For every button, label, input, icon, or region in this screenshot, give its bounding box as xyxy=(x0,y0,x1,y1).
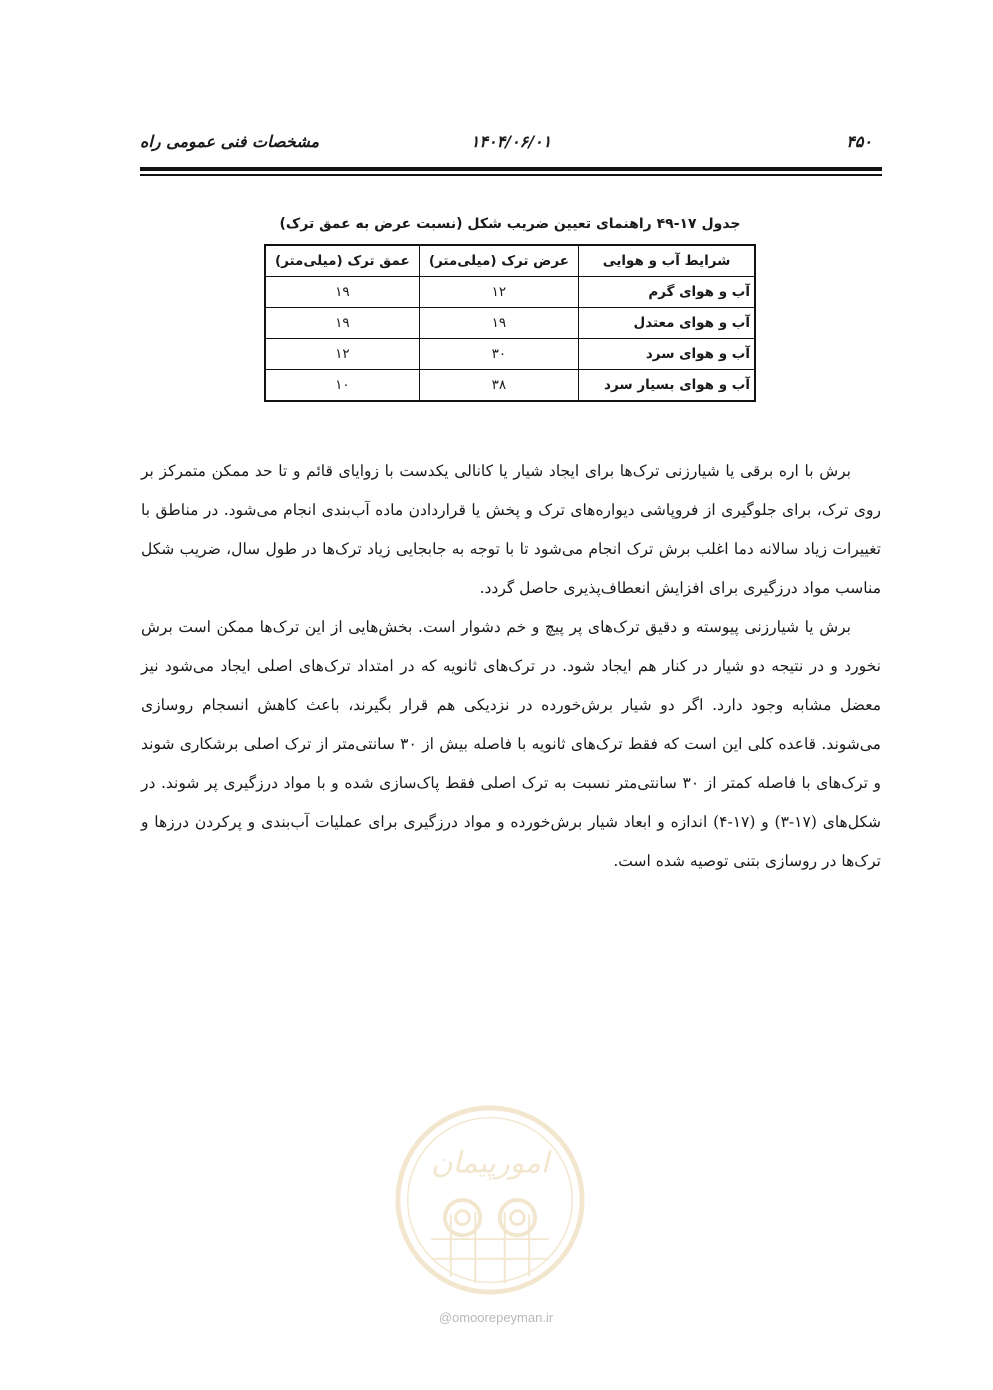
cell-climate: آب و هوای سرد xyxy=(579,339,755,370)
header-rule-thick xyxy=(140,167,882,171)
table-row xyxy=(265,308,755,339)
cell-width: ۳۰ xyxy=(419,339,578,370)
page-number: ۴۵۰ xyxy=(846,132,872,151)
crack-shape-factor-table xyxy=(264,244,756,402)
table-row xyxy=(265,370,755,402)
cell-climate: آب و هوای معتدل xyxy=(579,308,755,339)
paragraph-2: برش یا شیارزنی پیوسته و دقیق ترک‌های پر پیچ و خم دشوار است. بخش‌هایی از این ترک‌ها ممکن است برش نخورد و در نتیجه دو شیار در کنار هم ایجاد شود. در ترک‌های ثانویه که در امتداد ترک‌های اصلی ایجاد می‌شود نیز معضل مشابه وجود دارد. اگر دو شیار برش‌خورده در نزدیکی هم قرار بگیرند، باعث کاهش انسجام روسازی می‌شوند. قاعده کلی این است که فقط ترک‌های ثانویه با فاصله بیش از ۳۰ سانتی‌متر از ترک اصلی برشکاری شوند و ترک‌های با فاصله کمتر از ۳۰ سانتی‌متر نسبت به ترک اصلی فقط پاک‌سازی شده و با مواد درزگیری پر شوند. در شکل‌های (۱۷-۳) و (۱۷-۴) اندازه و ابعاد شیار برش‌خورده و مواد درزگیری برای عملیات آب‌بندی و پرکردن درزها و ترک‌ها در روسازی بتنی توصیه شده است. xyxy=(141,618,882,870)
watermark-logo xyxy=(392,1102,588,1298)
paragraph-1: برش با اره برقی یا شیارزنی ترک‌ها برای ایجاد شیار یا کانالی یکدست با زوایای قائم و تا حد ممکن متمرکز بر روی ترک، برای جلوگیری از فروپاشی دیواره‌های ترک و پخش یا قراردادن ماده آب‌بندی انجام می‌شود. در مناطق با تغییرات زیاد سالانه دما اغلب برش ترک انجام می‌شود تا با توجه به جابجایی زیاد ترک‌ها در طول سال، ضریب شکل مناسب مواد درزگیری برای افزایش انعطاف‌پذیری حاصل گردد. xyxy=(141,462,881,597)
cell-climate: آب و هوای گرم xyxy=(579,277,755,308)
cell-width: ۳۸ xyxy=(419,370,578,402)
header-date: ۱۴۰۴/۰۶/۰۱ xyxy=(470,132,552,151)
cell-depth: ۱۹ xyxy=(265,277,419,308)
header-rule-thin xyxy=(140,174,882,176)
cell-climate: آب و هوای بسیار سرد xyxy=(579,370,755,402)
cell-width: ۱۹ xyxy=(419,308,578,339)
table-caption: جدول ۱۷-۴۹ راهنمای تعیین ضریب شکل (نسبت عرض به عمق ترک) xyxy=(279,216,741,232)
cell-depth: ۱۰ xyxy=(265,370,419,402)
body-text xyxy=(141,452,881,881)
cell-width: ۱۲ xyxy=(419,277,578,308)
page-header xyxy=(140,128,882,158)
cell-depth: ۱۹ xyxy=(265,308,419,339)
watermark-url: @omoorepeyman.ir xyxy=(438,1310,554,1325)
table-header-row xyxy=(265,245,755,277)
header-climate: شرایط آب و هوایی xyxy=(579,245,755,277)
header-crack-depth: عمق ترک (میلی‌متر) xyxy=(265,245,419,277)
header-crack-width: عرض ترک (میلی‌متر) xyxy=(419,245,578,277)
table-row xyxy=(265,339,755,370)
table-row xyxy=(265,277,755,308)
header-title: مشخصات فنی عمومی راه xyxy=(140,132,320,151)
svg-text:امورپیمان: امورپیمان xyxy=(431,1145,549,1180)
cell-depth: ۱۲ xyxy=(265,339,419,370)
